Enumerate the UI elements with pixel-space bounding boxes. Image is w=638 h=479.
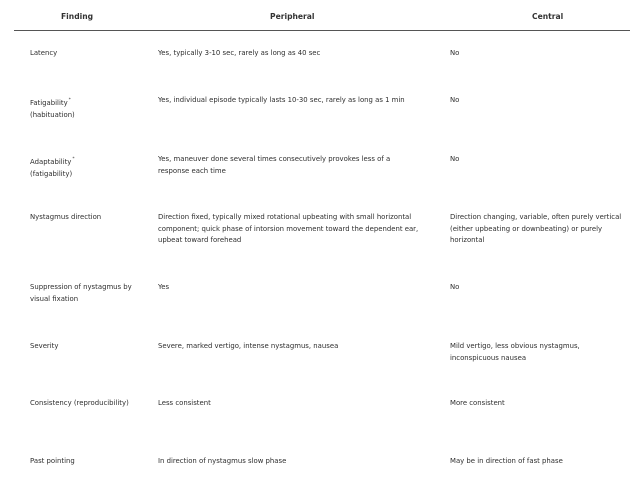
- header-central: Central: [532, 12, 564, 21]
- peripheral-cell: Yes, typically 3-10 sec, rarely as long as 40 sec: [158, 49, 321, 57]
- table-header-row: [14, 0, 630, 31]
- peripheral-cell: Yes: [158, 283, 170, 291]
- header-finding: Finding: [61, 12, 94, 21]
- finding-cell: [30, 95, 148, 121]
- finding-cell: Suppression of nystagmus by visual fixation: [30, 283, 132, 303]
- finding-cell: Consistency (reproducibility): [30, 399, 129, 407]
- footnote-mark: *: [68, 98, 71, 103]
- central-cell: No: [450, 96, 460, 104]
- finding-cell: [30, 154, 148, 180]
- finding-cell: Nystagmus direction: [30, 213, 102, 221]
- peripheral-cell: In direction of nystagmus slow phase: [158, 457, 287, 465]
- central-cell: Direction changing, variable, often purely vertical (either upbeating or downbeating) or purely horizontal: [450, 213, 622, 244]
- central-cell: Mild vertigo, less obvious nystagmus, inconspicuous nausea: [450, 342, 580, 362]
- finding-cell: Severity: [30, 342, 59, 350]
- finding-label: Fatigability: [30, 99, 68, 107]
- peripheral-cell: Less consistent: [158, 399, 211, 407]
- central-cell: More consistent: [450, 399, 505, 407]
- finding-cell: Latency: [30, 49, 58, 57]
- footnote-mark: *: [72, 157, 75, 162]
- finding-sublabel: (habituation): [30, 110, 75, 119]
- header-peripheral: Peripheral: [270, 12, 315, 21]
- finding-sublabel: (fatigability): [30, 169, 73, 178]
- central-cell: May be in direction of fast phase: [450, 457, 563, 465]
- peripheral-cell: Yes, maneuver done several times consecutively provokes less of a response each time: [158, 155, 391, 175]
- central-cell: No: [450, 155, 460, 163]
- central-cell: No: [450, 49, 460, 57]
- peripheral-cell: Yes, individual episode typically lasts 10-30 sec, rarely as long as 1 min: [158, 96, 405, 104]
- finding-label: Adaptability: [30, 158, 72, 166]
- finding-cell: Past pointing: [30, 457, 75, 465]
- peripheral-cell: Severe, marked vertigo, intense nystagmus, nausea: [158, 342, 339, 350]
- central-cell: No: [450, 283, 460, 291]
- peripheral-cell: Direction fixed, typically mixed rotational upbeating with small horizontal component; quick phase of intorsion movement toward the dependent ear, upbeat toward forehead: [158, 213, 419, 244]
